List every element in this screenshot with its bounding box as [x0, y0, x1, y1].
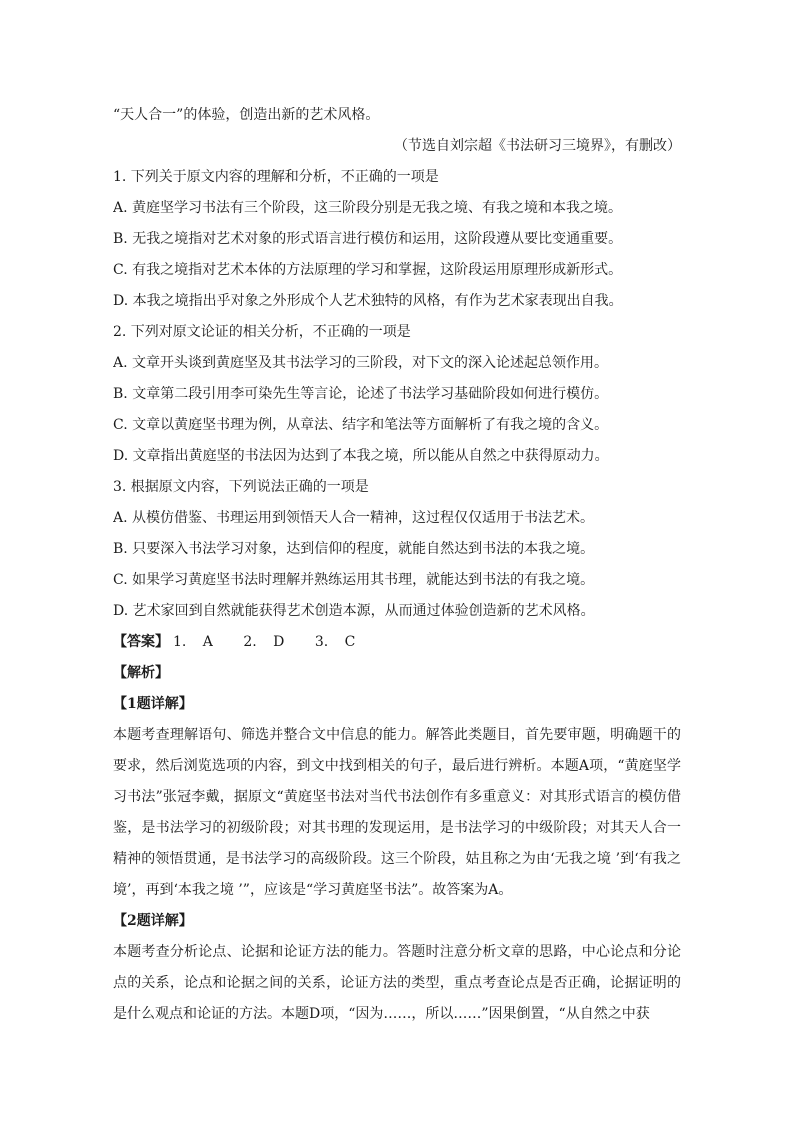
- detail-heading: 【2题详解】: [113, 913, 193, 929]
- option-b: B. 无我之境指对艺术对象的形式语言进行模仿和运用，这阶段遵从要比变通重要。: [113, 231, 623, 247]
- document-content: [113, 100, 681, 1030]
- question-2: [113, 317, 681, 472]
- detail-1: [113, 689, 681, 906]
- question-stem: 1. 下列关于原文内容的理解和分析，不正确的一项是: [113, 169, 439, 185]
- analysis-heading: 【解析】: [113, 665, 169, 681]
- option-d: D. 本我之境指出乎对象之外形成个人艺术独特的风格，有作为艺术家表现出自我。: [113, 293, 623, 309]
- option-b: B. 文章第二段引用李可染先生等言论，论述了书法学习基础阶段如何进行模仿。: [113, 386, 609, 402]
- detail-paragraph: 本题考查理解语句、筛选并整合文中信息的能力。解答此类题目，首先要审题，明确题干的要求，然后浏览选项的内容，到文中找到相关的句子，最后进行辨析。本题A项，“黄庭坚学习书法”张冠李戴，据原文“黄庭坚书法对当代书法创作有多重意义：对其形式语言的模仿借鉴，是书法学习的初级阶段；对其书理的发现运用，是书法学习的中级阶段；对其天人合一精神的领悟贯通，是书法学习的高级阶段。这三个阶段，姑且称之为由‘无我之境 ’到‘有我之境’，再到‘本我之境 ’”，应该是“学习黄庭坚书法”。故答案为A。: [113, 727, 681, 898]
- option-d: D. 文章指出黄庭坚的书法因为达到了本我之境，所以能从自然之中获得原动力。: [113, 448, 609, 464]
- intro-tail-line: “天人合一”的体验，创造出新的艺术风格。: [113, 107, 380, 123]
- question-1: [113, 162, 681, 317]
- option-a: A. 黄庭坚学习书法有三个阶段，这三阶段分别是无我之境、有我之境和本我之境。: [113, 200, 623, 216]
- detail-heading: 【1题详解】: [113, 696, 193, 712]
- option-a: A. 文章开头谈到黄庭坚及其书法学习的三阶段，对下文的深入论述起总领作用。: [113, 355, 609, 371]
- answer-line: [113, 627, 681, 658]
- option-c: C. 如果学习黄庭坚书法时理解并熟练运用其书理，就能达到书法的有我之境。: [113, 572, 595, 588]
- option-d: D. 艺术家回到自然就能获得艺术创造本源，从而通过体验创造新的艺术风格。: [113, 603, 595, 619]
- answer-values: 1. A 2. D 3. C: [173, 634, 356, 650]
- option-c: C. 文章以黄庭坚书理为例，从章法、结字和笔法等方面解析了有我之境的含义。: [113, 417, 609, 433]
- option-b: B. 只要深入书法学习对象，达到信仰的程度，就能自然达到书法的本我之境。: [113, 541, 595, 557]
- answer-label: 【答案】: [113, 634, 169, 650]
- option-a: A. 从模仿借鉴、书理运用到领悟天人合一精神，这过程仅仅适用于书法艺术。: [113, 510, 595, 526]
- question-stem: 2. 下列对原文论证的相关分析，不正确的一项是: [113, 324, 411, 340]
- option-c: C. 有我之境指对艺术本体的方法原理的学习和掌握，这阶段运用原理形成新形式。: [113, 262, 623, 278]
- detail-2: [113, 906, 681, 1030]
- question-stem: 3. 根据原文内容，下列说法正确的一项是: [113, 479, 369, 495]
- question-3: [113, 472, 681, 627]
- source-citation: （节选自刘宗超《书法研习三境界》，有删改）: [394, 138, 681, 154]
- detail-paragraph: 本题考查分析论点、论据和论证方法的能力。答题时注意分析文章的思路，中心论点和分论点的关系，论点和论据之间的关系，论证方法的类型，重点考查论点是否正确，论据证明的是什么观点和论证的方法。本题D项，“因为……，所以……”因果倒置，“从自然之中获: [113, 944, 681, 1022]
